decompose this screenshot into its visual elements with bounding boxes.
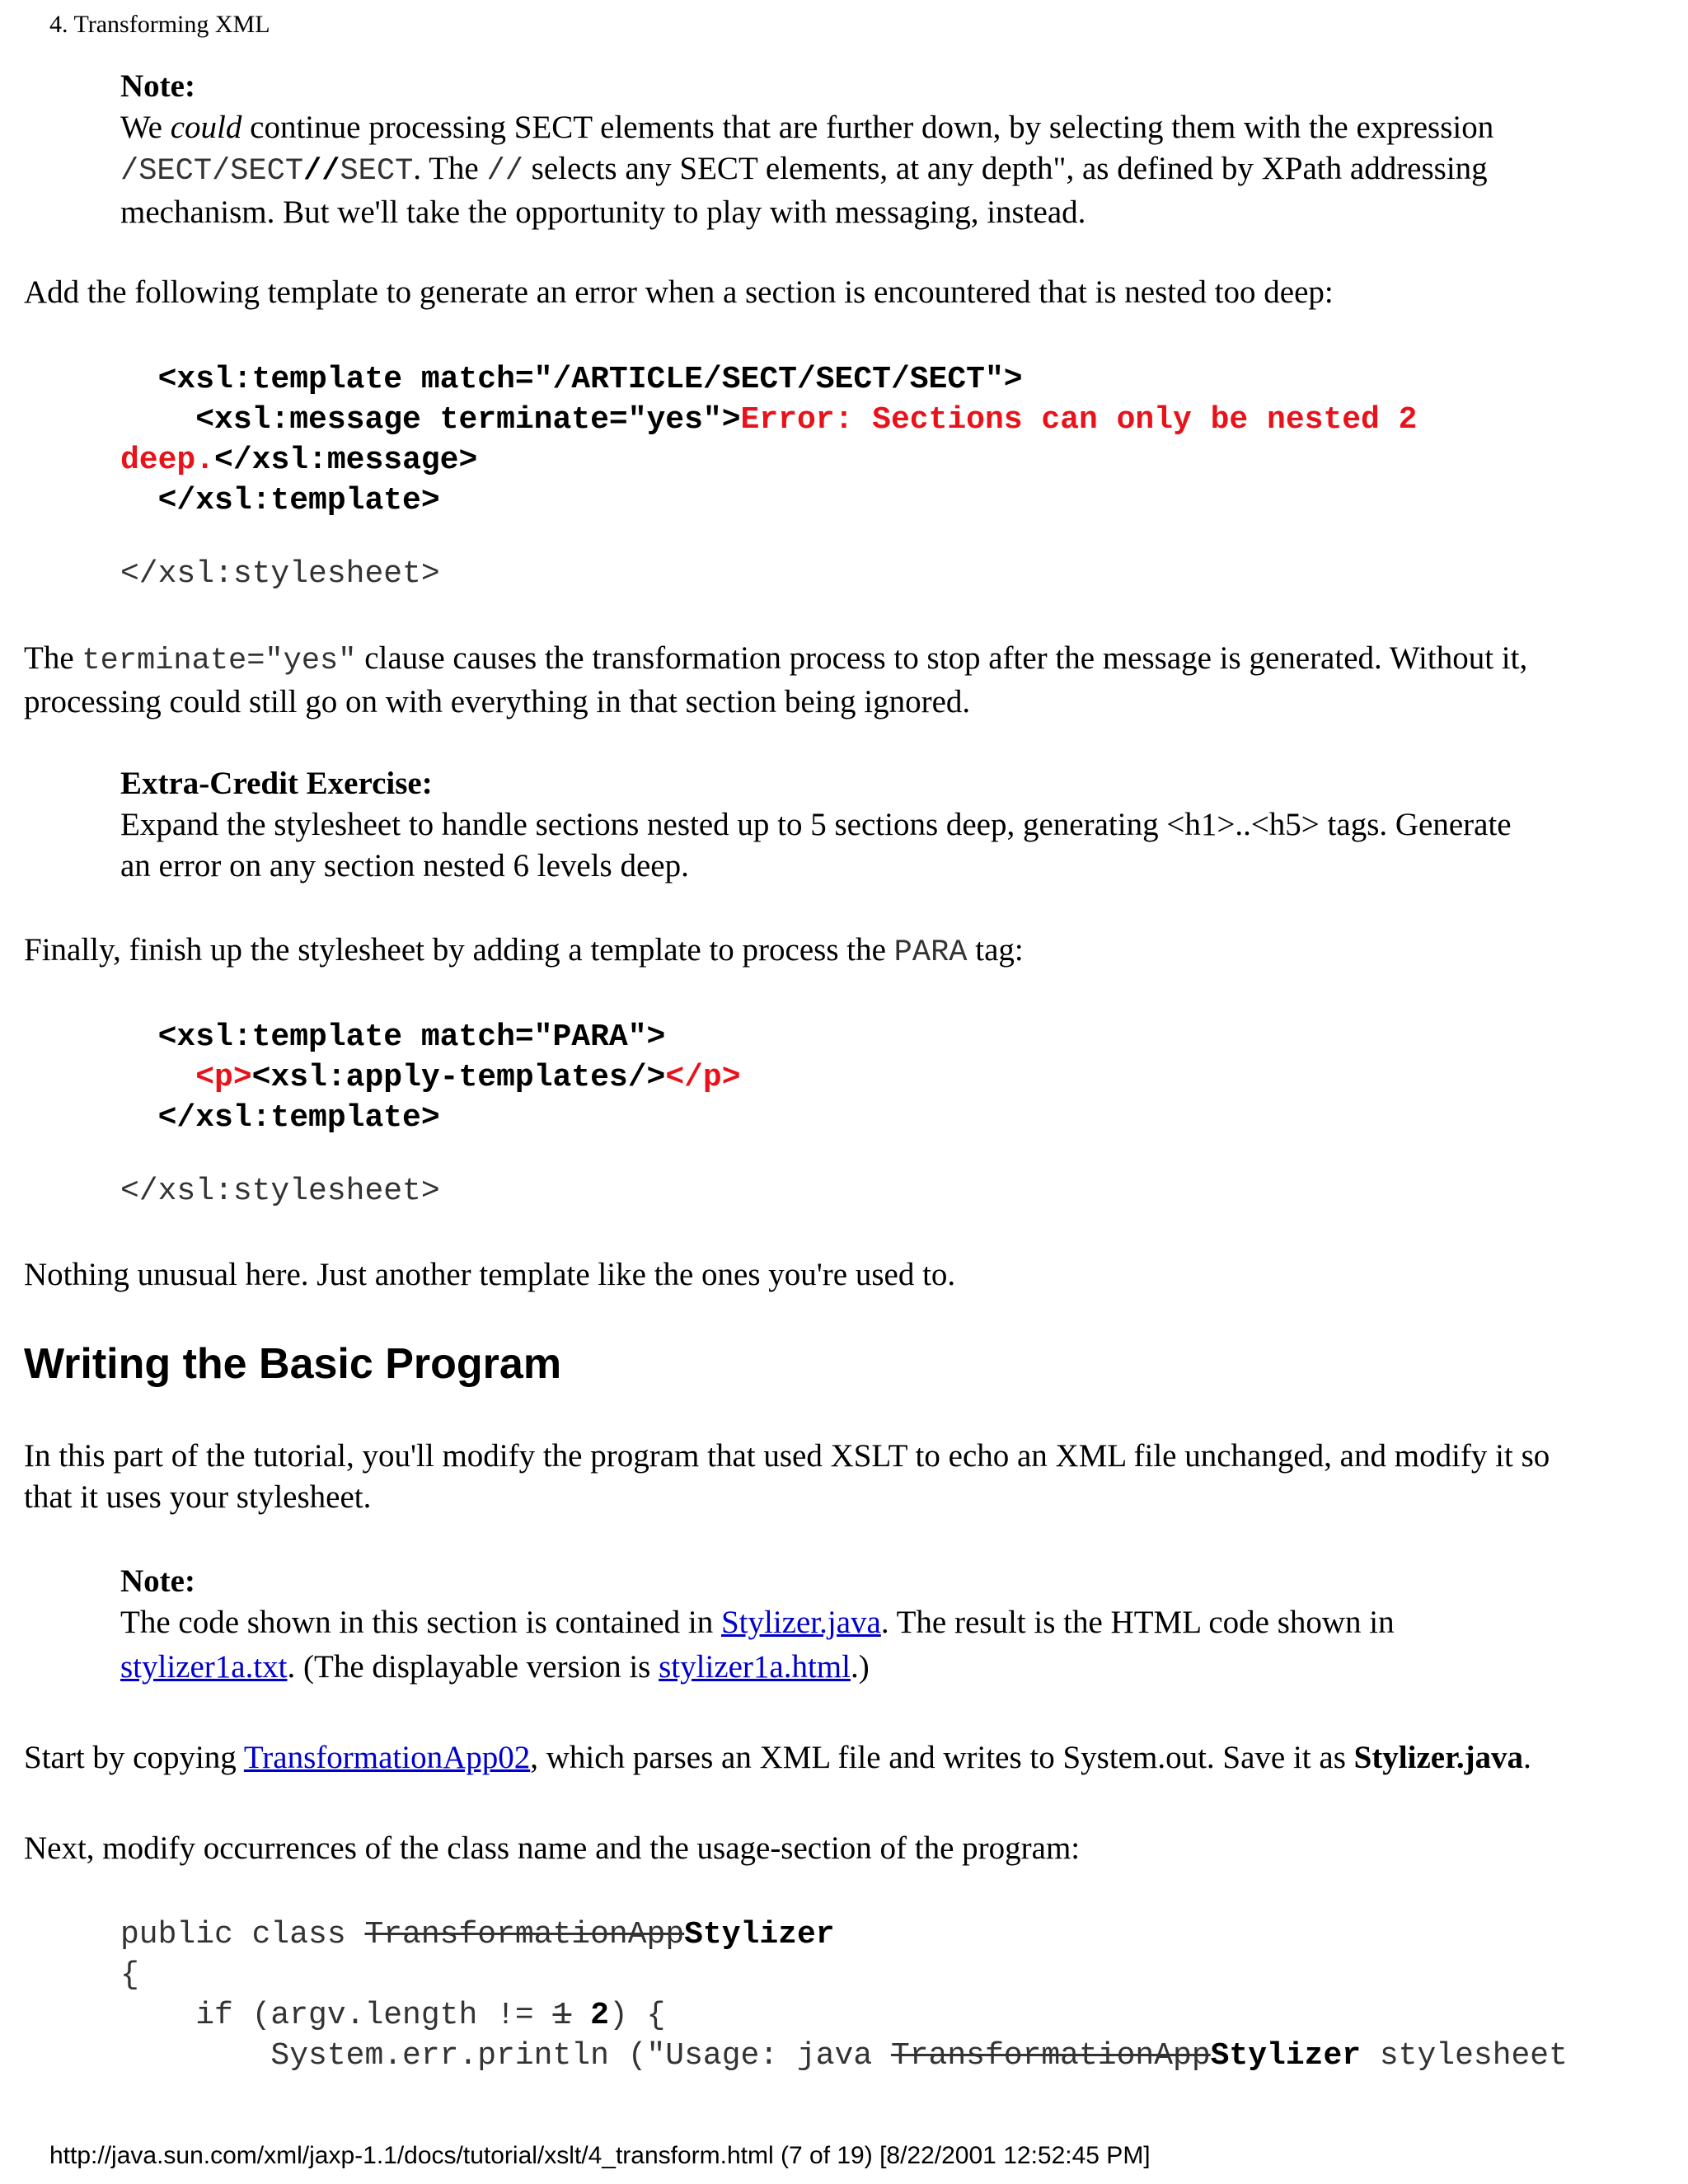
running-header: 4. Transforming XML <box>49 11 270 38</box>
exercise-block <box>120 763 1512 887</box>
code-line: { <box>120 1957 139 1993</box>
link-stylizer1a-html[interactable]: stylizer1a.html <box>659 1649 851 1685</box>
note-line: The code shown in this section is contained in Stylizer.java. The result is the HTML code shown in <box>120 1605 1395 1640</box>
link-stylizer-java[interactable]: Stylizer.java <box>720 1605 881 1640</box>
code-line: <xsl:template match="/ARTICLE/SECT/SECT/SECT"> <box>120 362 1023 397</box>
code-line: <xsl:template match="PARA"> <box>120 1019 666 1055</box>
paragraph: Start by copying TransformationApp02, which parses an XML file and writes to System.out. Save it as Stylizer.java. <box>24 1740 1531 1775</box>
note-heading: Note: <box>120 1563 195 1599</box>
code-line: System.err.println ("Usage: java TransformationAppStylizer stylesheet <box>120 2038 1568 2074</box>
code-block <box>120 1017 741 1212</box>
paragraph: In this part of the tutorial, you'll modify the program that used XSLT to echo an XML file unchanged, and modify it so that it uses your stylesheet. <box>24 1438 1550 1515</box>
paragraph: The terminate="yes" clause causes the transformation process to stop after the message is generated. Without it, processing could still go on with everything in that section being ignored. <box>24 640 1528 719</box>
note-block <box>120 66 1493 233</box>
note-heading: Note: <box>120 68 195 104</box>
note-line: We could continue processing SECT elements that are further down, by selecting them with the expression <box>120 110 1494 145</box>
note-block <box>120 1561 1395 1688</box>
code-line: deep.</xsl:message> <box>120 443 478 478</box>
code-line: if (argv.length != 1 2) { <box>120 1998 666 2033</box>
code-line: <p><xsl:apply-templates/></p> <box>195 1060 741 1095</box>
code-line: <xsl:message terminate="yes">Error: Sections can only be nested 2 <box>120 402 1418 438</box>
note-line: /SECT/SECT//SECT. The // selects any SECT elements, at any depth", as defined by XPath addressing <box>120 151 1488 189</box>
link-stylizer1a-txt[interactable]: stylizer1a.txt <box>120 1649 288 1685</box>
note-line: stylizer1a.txt. (The displayable version is stylizer1a.html.) <box>120 1649 870 1685</box>
paragraph: Next, modify occurrences of the class name and the usage-section of the program: <box>24 1830 1081 1866</box>
paragraph: Add the following template to generate an error when a section is encountered that is nested too deep: <box>24 274 1334 310</box>
paragraph: Finally, finish up the stylesheet by adding a template to process the PARA tag: <box>24 932 1024 970</box>
code-line: </xsl:stylesheet> <box>120 1174 440 1209</box>
section-heading: Writing the Basic Program <box>24 1340 562 1388</box>
code-line: </xsl:template> <box>120 1100 440 1136</box>
exercise-line: Expand the stylesheet to handle sections nested up to 5 sections deep, generating <h1>..<h5> tags. Generate <box>120 807 1512 842</box>
link-transformationapp02[interactable]: TransformationApp02 <box>243 1740 531 1775</box>
code-block <box>120 359 1417 594</box>
code-line: public class TransformationAppStylizer <box>120 1917 835 1952</box>
code-block <box>120 1915 1568 2076</box>
page-footer: http://java.sun.com/xml/jaxp-1.1/docs/tutorial/xslt/4_transform.html (7 of 19) [8/22/2001 12:52:45 PM] <box>49 2142 1151 2169</box>
exercise-line: an error on any section nested 6 levels deep. <box>120 848 689 883</box>
paragraph: Nothing unusual here. Just another template like the ones you're used to. <box>24 1257 956 1292</box>
emphasis: could <box>170 110 242 145</box>
code-line: </xsl:stylesheet> <box>120 556 440 592</box>
code-line: </xsl:template> <box>120 483 440 518</box>
note-line: mechanism. But we'll take the opportunity to play with messaging, instead. <box>120 194 1086 230</box>
exercise-heading: Extra-Credit Exercise: <box>120 766 433 801</box>
